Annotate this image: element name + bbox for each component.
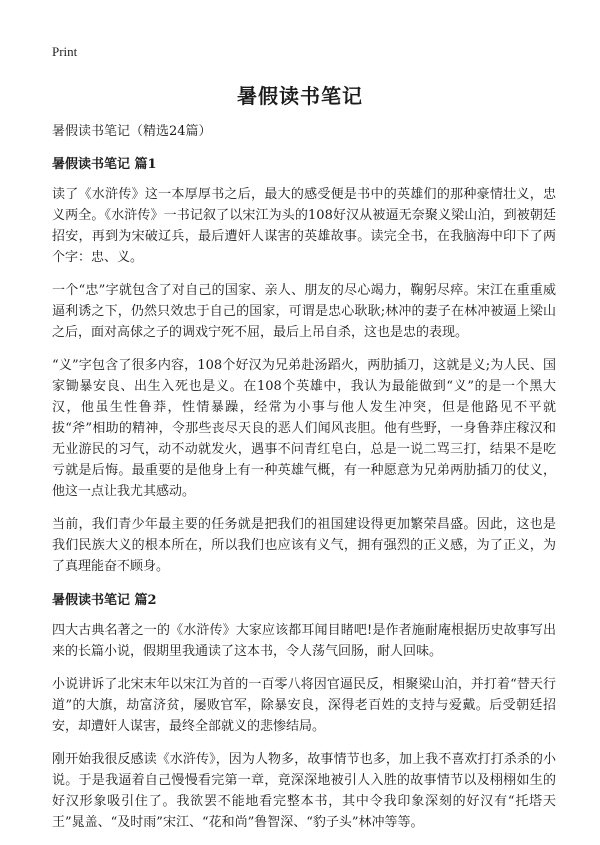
section-2 (52, 589, 556, 833)
document-body (52, 120, 556, 845)
paragraph: 刚开始我很反感读《水浒传》，因为人物多，故事情节也多，加上我不喜欢打打杀杀的小说。于是我逼着自己慢慢看完第一章，竟深深地被引人入胜的故事情节以及栩栩如生的好汉形象吸引住了。我欲罢不能地看完整本书，其中令我印象深刻的好汉有“托塔天王”晁盖、“及时雨”宋江、“花和尚”鲁智深、“豹子头”林冲等等。 (52, 752, 556, 830)
document-subtitle: 暑假读书笔记（精选24篇） (52, 124, 212, 139)
paragraph: 一个“忠”字就包含了对自己的国家、亲人、朋友的尽心竭力，鞠躬尽瘁。宋江在重重威逼利诱之下，仍然只效忠于自己的国家，可谓是忠心耿耿;林冲的妻子在林冲被逼上梁山之后，面对高俅之子的调戏宁死不屈，最后上吊自杀，这也是忠的表现。 (52, 283, 556, 340)
print-label: Print (52, 44, 78, 59)
section-1 (52, 153, 556, 577)
paragraph: 小说讲诉了北宋末年以宋江为首的一百零八将因官逼民反，相聚梁山泊，并打着“替天行道”的大旗，劫富济贫，屡败官军，除暴安良，深得老百姓的支持与爱戴。后受朝廷招安，却遭奸人谋害，最终全部就义的悲惨结局。 (52, 677, 556, 734)
section-heading: 暑假读书笔记 篇1 (52, 157, 157, 172)
paragraph: 四大古典名著之一的《水浒传》大家应该都耳闻目睹吧!是作者施耐庵根据历史故事写出来的长篇小说，假期里我通读了这本书，令人荡气回肠，耐人回味。 (52, 623, 556, 659)
page-title: 暑假读书笔记 (237, 84, 363, 108)
paragraph: “义”字包含了很多内容，108个好汉为兄弟赴汤蹈火，两肋插刀，这就是义;为人民、国家锄暴安良、出生入死也是义。在108个英雄中，我认为最能做到“义”的是一个黑大汉，他虽生性鲁莽，性情暴躁，经常为小事与他人发生冲突，但是他路见不平就拔“斧”相助的精神，令那些丧尽天良的恶人们闻风丧胆。他有些野，一身鲁莽庄稼汉和无业游民的习气，动不动就发火，遇事不问青红皂白，总是一说二骂三打，结果不是吃亏就是后悔。最重要的是他身上有一种英雄气概，有一种愿意为兄弟两肋插刀的仗义，他这一点让我尤其感动。 (52, 358, 556, 499)
paragraph: 读了《水浒传》这一本厚厚书之后，最大的感受便是书中的英雄们的那种豪情壮义，忠义两全。《水浒传》一书记叙了以宋江为头的108好汉从被逼无奈聚义梁山泊，到被朝廷招安，再到为宋破辽兵，最后遭奸人谋害的英雄故事。读完全书，在我脑海中印下了两个字：忠、义。 (52, 187, 556, 265)
section-heading: 暑假读书笔记 篇2 (52, 593, 157, 608)
paragraph: 当前，我们青少年最主要的任务就是把我们的祖国建设得更加繁荣昌盛。因此，这也是我们民族大义的根本所在，所以我们也应该有义气，拥有强烈的正义感，为了正义，为了真理能奋不顾身。 (52, 517, 556, 574)
